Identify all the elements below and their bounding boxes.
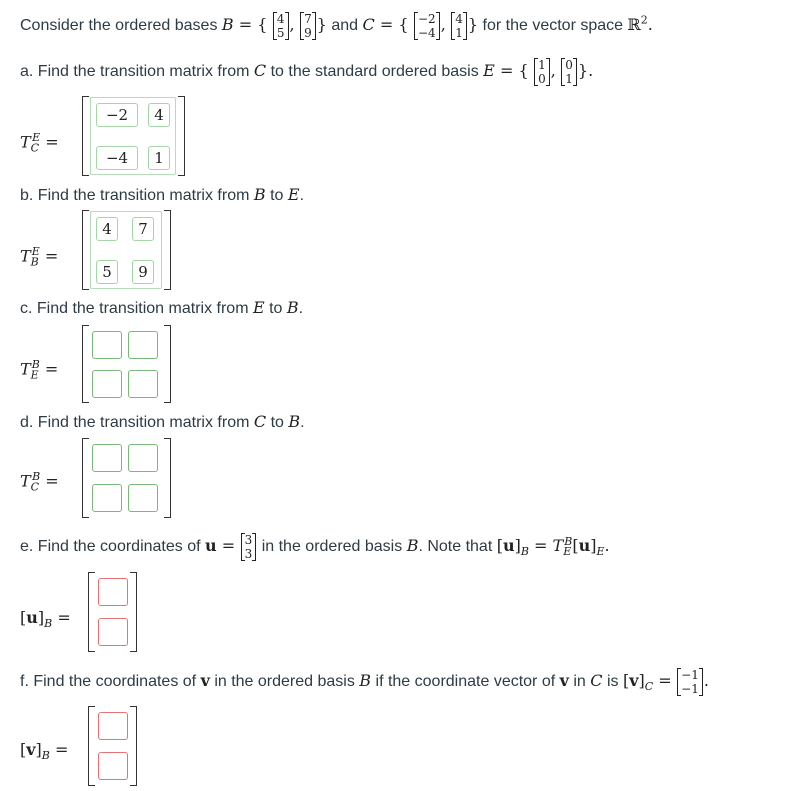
matrix-c-left-bracket <box>82 325 89 403</box>
vector-f-left-bracket <box>88 706 95 786</box>
intro-text: Consider the ordered bases <box>20 17 218 35</box>
matrix-d-r1c2-input[interactable] <box>128 444 158 472</box>
part-d-question: d. Find the transition matrix from C to B. <box>20 412 305 431</box>
matrix-b-r2c2-input[interactable]: 9 <box>132 260 154 284</box>
vector-e-left-bracket <box>88 572 95 652</box>
u-B-label: $[u]_B$ = <box>20 608 71 631</box>
B-vector-2: 7 9 <box>300 12 316 40</box>
part-f-question: f. Find the coordinates of v in the ordered basis B if the coordinate vector of v in C is $[v]_C$ = −1 −1 . <box>20 668 709 696</box>
vector-e-right-bracket <box>130 572 137 652</box>
T-C-B-label: $T_C^B$ = <box>20 470 59 494</box>
matrix-c-r2c2-input[interactable] <box>128 370 158 398</box>
matrix-d-right-bracket <box>164 438 171 518</box>
vector-e-r1-input[interactable] <box>98 578 128 606</box>
part-e-question: e. Find the coordinates of u = 3 3 in the ordered basis B. Note that $[u]_B = T_E^B[u]_E$. <box>20 533 610 561</box>
matrix-c-right-bracket <box>164 325 171 403</box>
E-vector-1: 1 0 <box>534 58 550 86</box>
matrix-a-left-bracket <box>82 96 89 176</box>
matrix-d-left-bracket <box>82 438 89 518</box>
vector-e-r2-input[interactable] <box>98 618 128 646</box>
matrix-a-r1c1-input[interactable]: −2 <box>96 103 138 127</box>
matrix-a-right-bracket <box>178 96 185 176</box>
E-vector-2: 0 1 <box>561 58 577 86</box>
part-a-question: a. Find the transition matrix from C to the standard ordered basis E = { 1 0 , 0 1 }. <box>20 58 594 86</box>
vector-f-r1-input[interactable] <box>98 712 128 740</box>
matrix-b-left-bracket <box>82 210 89 290</box>
v-C-vector: −1 −1 <box>677 668 703 696</box>
T-B-E-label: $T_B^E$ = <box>20 245 59 269</box>
vector-f-r2-input[interactable] <box>98 752 128 780</box>
part-b-question: b. Find the transition matrix from B to E. <box>20 185 305 204</box>
C-vector-2: 4 1 <box>451 12 467 40</box>
vector-f-right-bracket <box>130 706 137 786</box>
u-vector: 3 3 <box>241 533 257 561</box>
matrix-c-r1c2-input[interactable] <box>128 331 158 359</box>
matrix-c-r2c1-input[interactable] <box>92 370 122 398</box>
matrix-b-r1c1-input[interactable]: 4 <box>96 217 118 241</box>
v-B-label: $[v]_B$ = <box>20 740 69 763</box>
intro-line: Consider the ordered bases B = { 4 5 , 7 9 } and C = { −2 −4 , 4 1 } for the vector space ℝ$^2$. <box>20 12 653 40</box>
part-c-question: c. Find the transition matrix from E to B. <box>20 298 304 317</box>
T-E-B-label: $T_E^B$ = <box>20 358 59 382</box>
matrix-d-r2c1-input[interactable] <box>92 484 122 512</box>
matrix-d-r1c1-input[interactable] <box>92 444 122 472</box>
matrix-b-r2c1-input[interactable]: 5 <box>96 260 118 284</box>
T-C-E-label: $T_C^E$ = <box>20 131 59 155</box>
matrix-a-r2c1-input[interactable]: −4 <box>96 146 138 170</box>
matrix-c-r1c1-input[interactable] <box>92 331 122 359</box>
matrix-b-right-bracket <box>164 210 171 290</box>
matrix-a-r2c2-input[interactable]: 1 <box>148 146 170 170</box>
C-vector-1: −2 −4 <box>414 12 440 40</box>
matrix-b-r1c2-input[interactable]: 7 <box>132 217 154 241</box>
matrix-a-r1c2-input[interactable]: 4 <box>148 103 170 127</box>
matrix-d-r2c2-input[interactable] <box>128 484 158 512</box>
B-vector-1: 4 5 <box>273 12 289 40</box>
